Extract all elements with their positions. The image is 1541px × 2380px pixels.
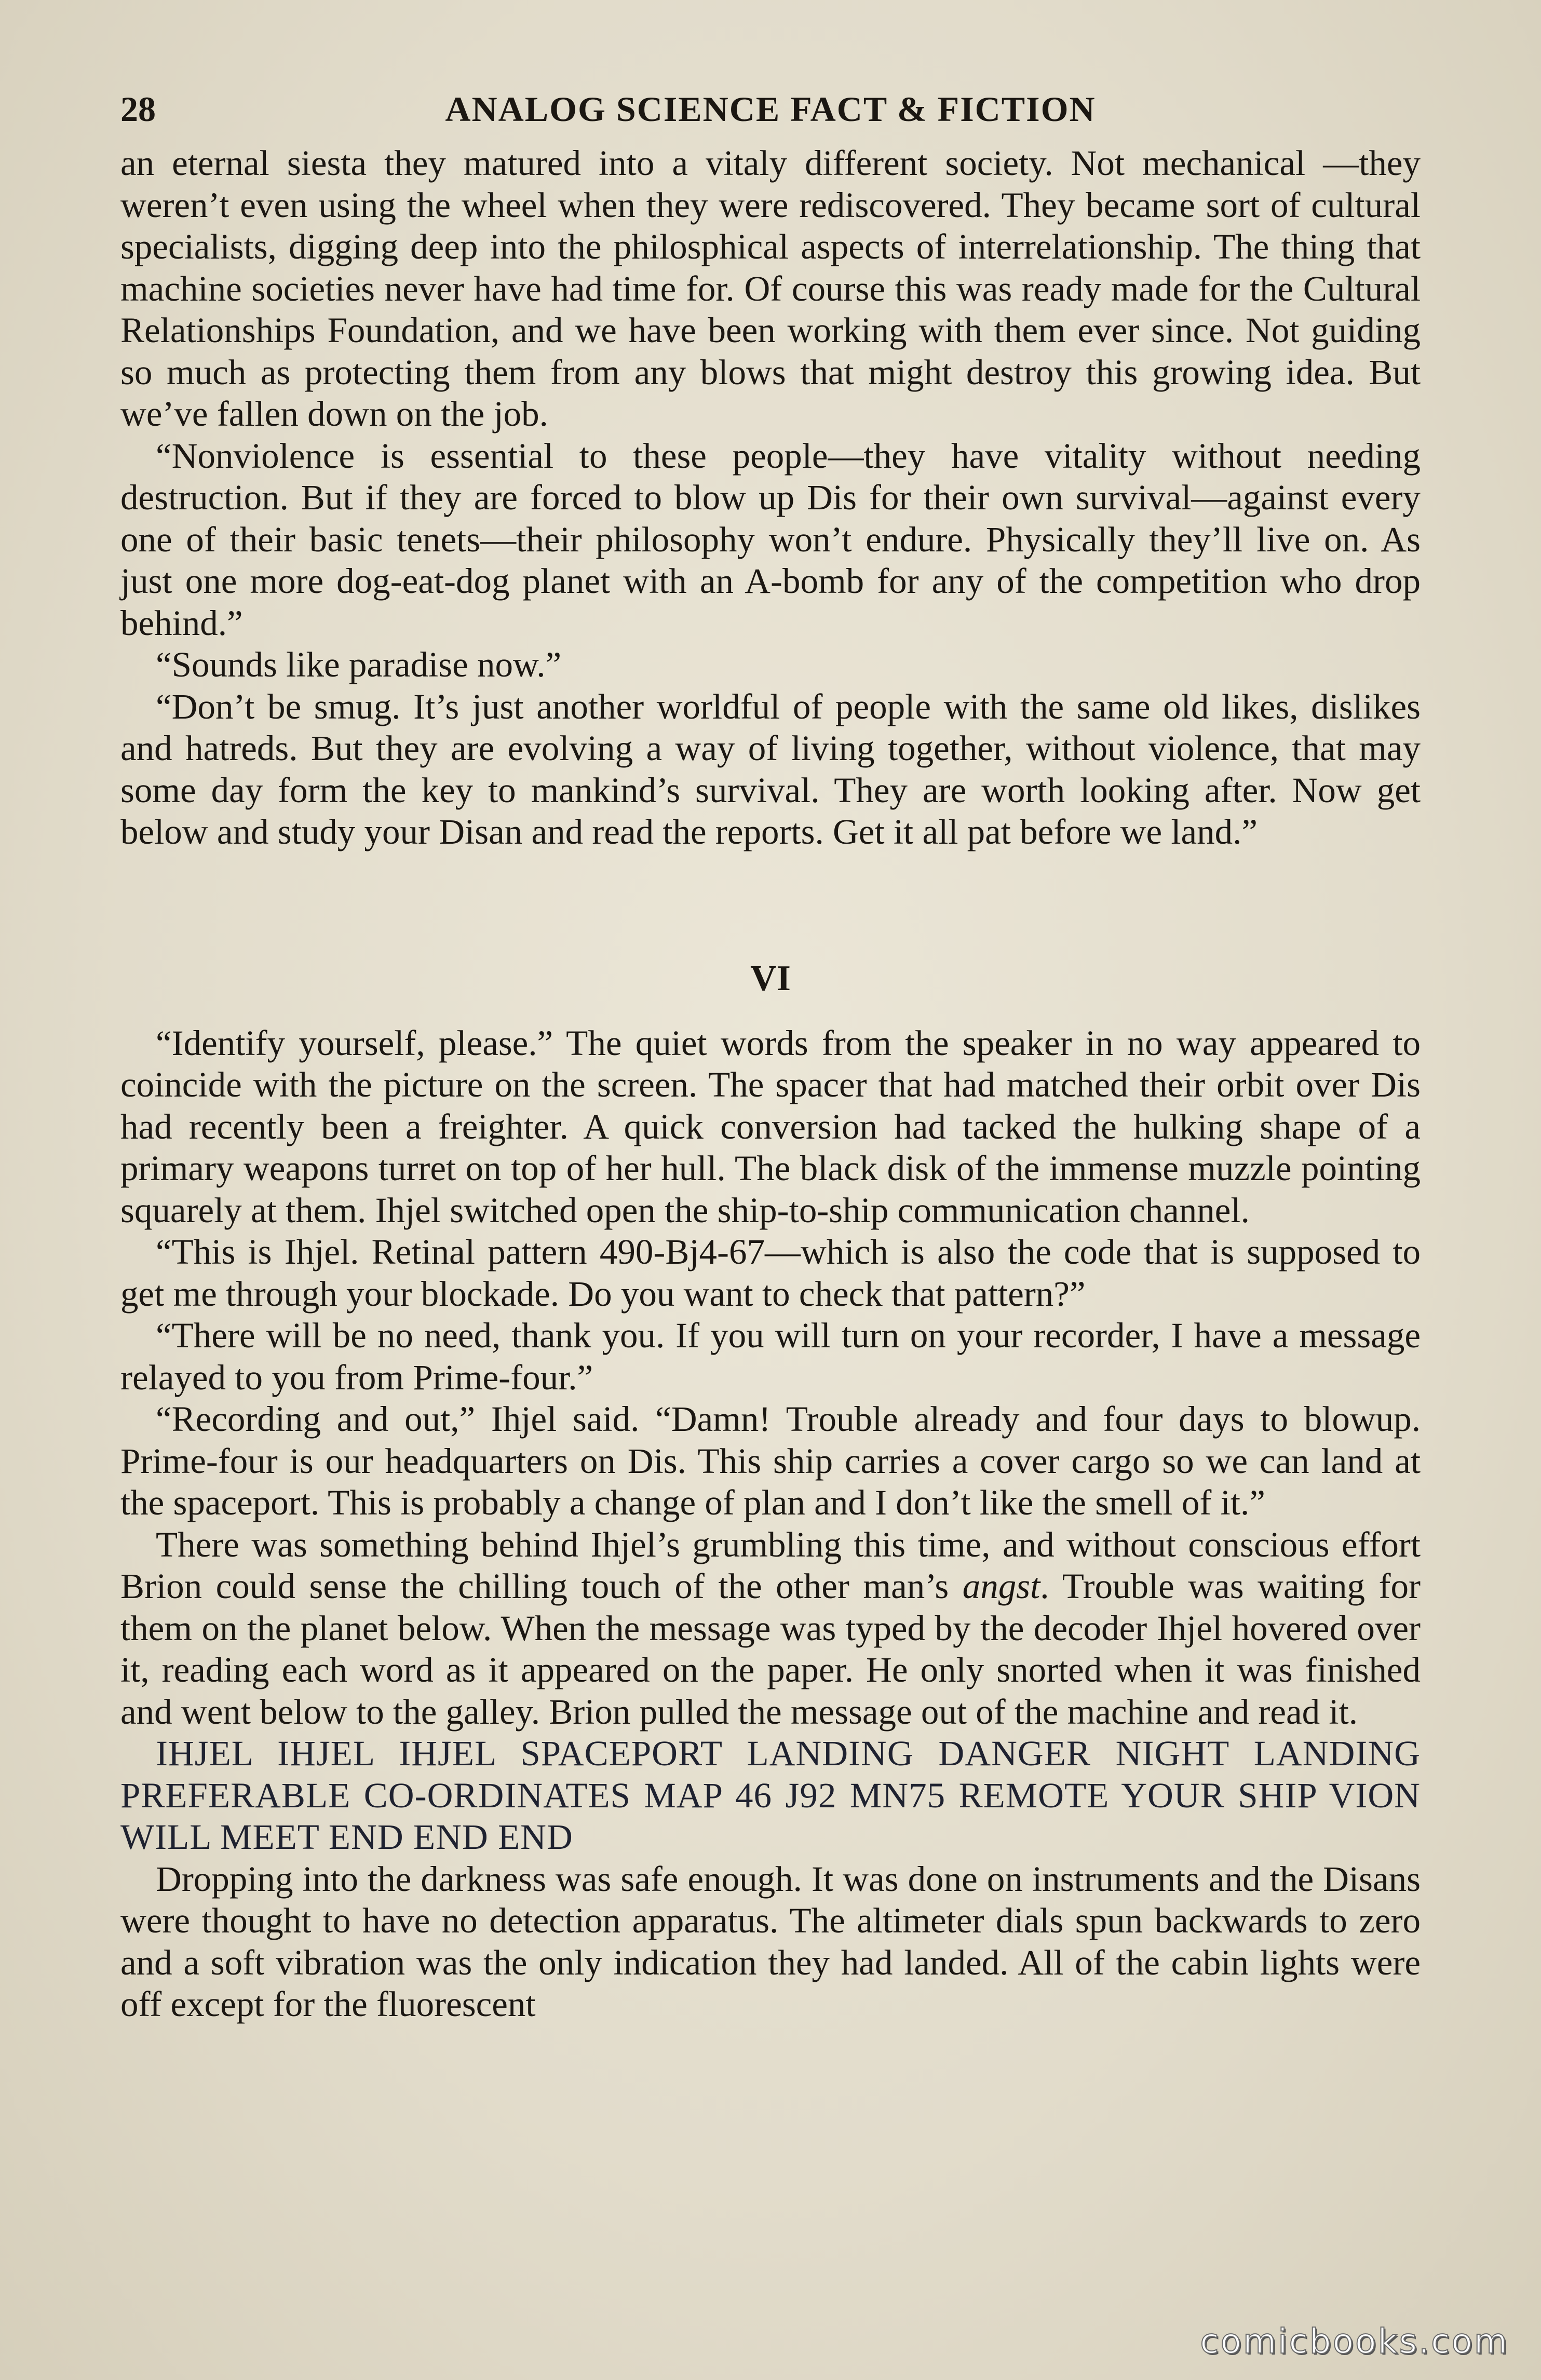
paragraph: an eternal siesta they matured into a vitaly different society. Not mechanical —they weren’t even using the wheel when they were rediscovered. They became sort of cultural specialists, digging deep into the philosphical aspects of interrelationship. The thing that machine societies never have had time for. Of course this was ready made for the Cultural Relationships Foundation, and we have been working with them ever since. Not guiding so much as protecting them from any blows that might destroy this growing idea. But we’ve fallen down on the job. <box>120 143 1421 434</box>
page-number: 28 <box>120 89 156 129</box>
running-head <box>120 78 1421 140</box>
chapter-heading: VI <box>750 958 791 998</box>
book-page <box>120 78 1421 2025</box>
section-one <box>120 142 1421 853</box>
paragraph: “This is Ihjel. Retinal pattern 490-Bj4-67—which is also the code that is supposed to get me through your blockade. Do you want to check that pattern?” <box>120 1232 1421 1314</box>
watermark: comicbooks.com <box>1200 2321 1509 2361</box>
journal-title: ANALOG SCIENCE FACT & FICTION <box>445 89 1096 129</box>
paragraph: “Nonviolence is essential to these people—they have vitality without needing destruction. But if they are forced to blow up Dis for their own survival—against every one of their basic tenets—their philosophy won’t endure. Physically they’ll live on. As just one more dog-eat-dog planet with an A-bomb for any of the competition who drop behind.” <box>120 436 1421 643</box>
paragraph: “Recording and out,” Ihjel said. “Damn! Trouble already and four days to blowup. Prime-four is our headquarters on Dis. This ship carries a cover cargo so we can land at the spaceport. This is probably a change of plan and I don’t like the smell of it.” <box>120 1399 1421 1522</box>
italic-word: angst <box>962 1566 1040 1606</box>
paragraph: “There will be no need, thank you. If you will turn on your recorder, I have a message relayed to you from Prime-four.” <box>120 1316 1421 1397</box>
section-two <box>120 1022 1421 2025</box>
paragraph-text: . Trouble was waiting for them on the planet below. When the message was typed by the decoder Ihjel hovered over it, reading each word as it appeared on the paper. He only snorted when it was finished and went below to the galley. Brion pulled the message out of the machine and read it. <box>120 1566 1421 1732</box>
telegram-message: IHJEL IHJEL IHJEL SPACEPORT LANDING DANGER NIGHT LANDING PREFERABLE CO-ORDINATES MAP 46 J92 MN75 REMOTE YOUR SHIP VION WILL MEET END END END <box>120 1734 1421 1857</box>
paragraph-text: There was something behind Ihjel’s grumbling this time, and without conscious effort Brion could sense the chilling touch of the other man’s <box>120 1524 1421 1606</box>
paragraph: “Don’t be smug. It’s just another worldful of people with the same old likes, dislikes and hatreds. But they are evolving a way of living together, without violence, that may some day form the key to mankind’s survival. They are worth looking after. Now get below and study your Disan and read the reports. Get it all pat before we land.” <box>120 686 1421 851</box>
paragraph-angst <box>120 1524 1421 1733</box>
paragraph: “Sounds like paradise now.” <box>156 645 562 684</box>
paragraph: Dropping into the darkness was safe enough. It was done on instruments and the Disans were thought to have no detection apparatus. The altimeter dials spun backwards to zero and a soft vibration was the only indication they had landed. All of the cabin lights were off except for the fluorescent <box>120 1859 1421 2024</box>
paragraph: “Identify yourself, please.” The quiet words from the speaker in no way appeared to coincide with the picture on the screen. The spacer that had matched their orbit over Dis had recently been a freighter. A quick conversion had tacked the hulking shape of a primary weapons turret on top of her hull. The black disk of the immense muzzle pointing squarely at them. Ihjel switched open the ship-to-ship communication channel. <box>120 1023 1421 1230</box>
